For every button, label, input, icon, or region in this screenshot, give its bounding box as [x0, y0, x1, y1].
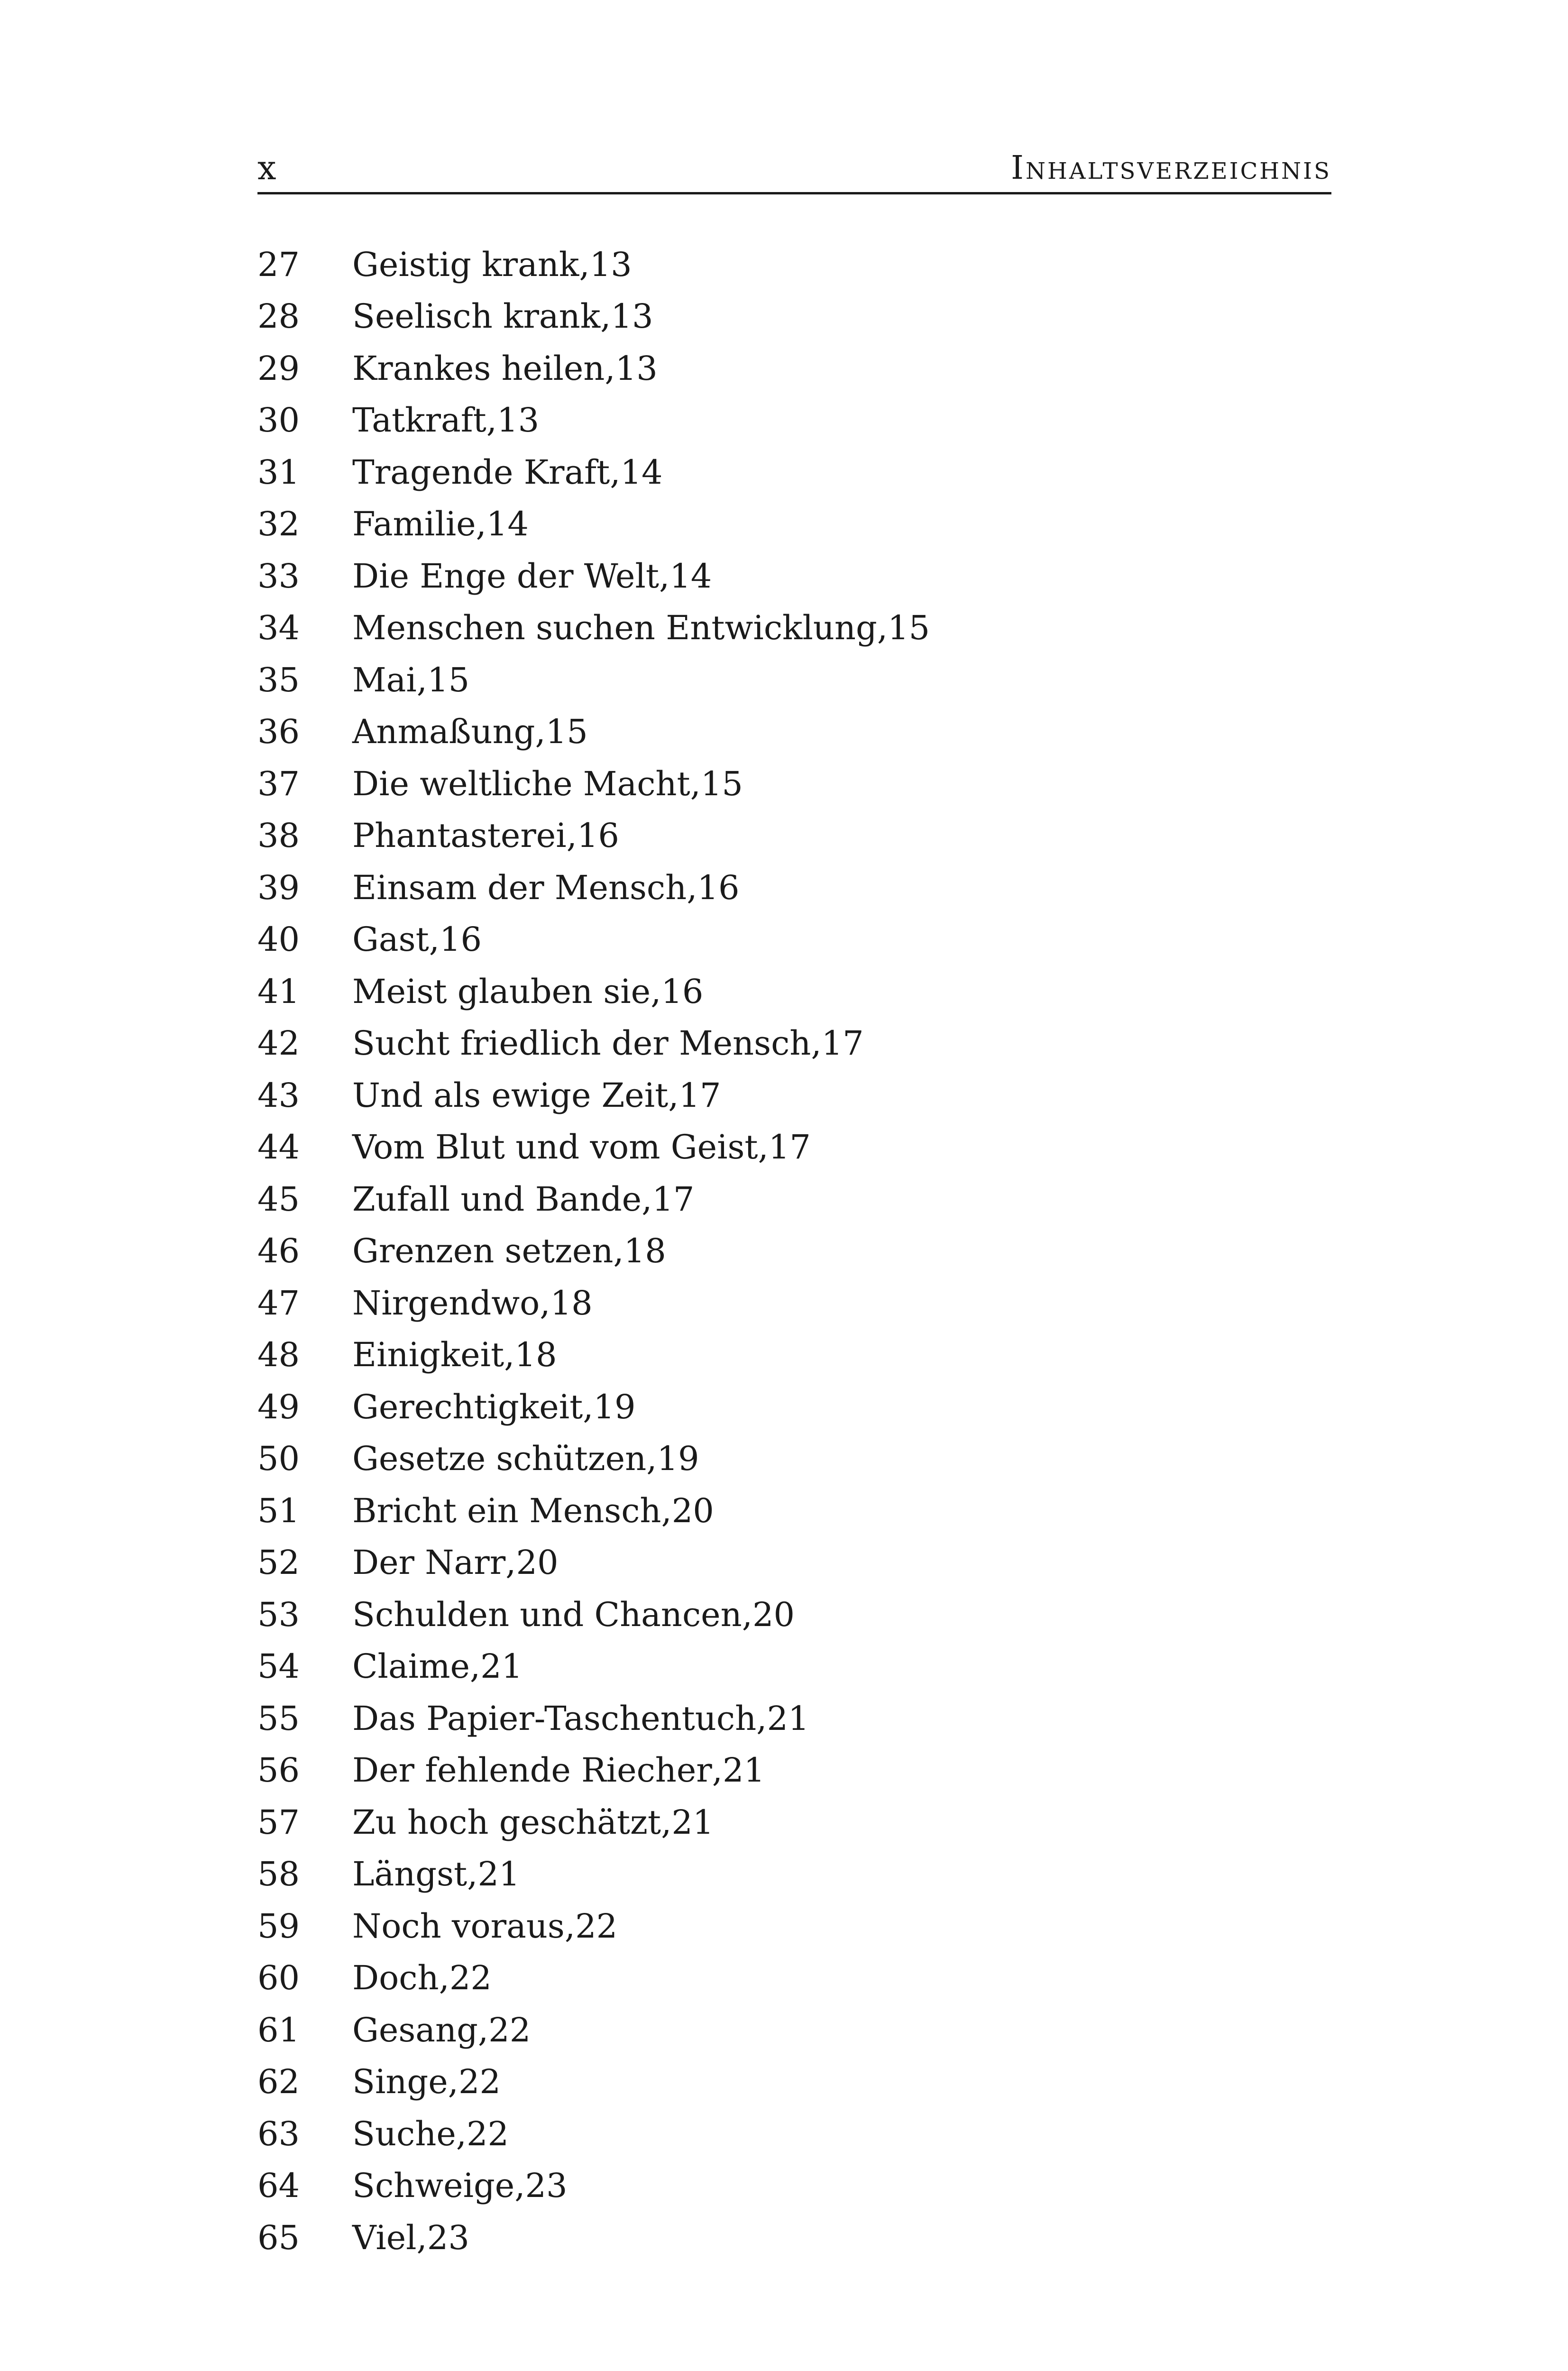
toc-entry — [257, 239, 1331, 291]
toc-entry-title: Gerechtigkeit — [352, 1387, 583, 1426]
toc-entry-title: Vom Blut und vom Geist — [352, 1128, 758, 1167]
toc-entry-title: Geistig krank — [352, 245, 579, 284]
toc-entry-separator: , — [477, 2010, 489, 2049]
toc-entry — [257, 1952, 1331, 2004]
toc-entry-separator: , — [651, 972, 661, 1011]
toc-entry — [257, 706, 1331, 758]
toc-entry-separator: , — [756, 1699, 767, 1738]
toc-entry-number: 28 — [257, 297, 300, 336]
toc-entry-separator: , — [659, 556, 670, 596]
toc-entry-number: 46 — [257, 1231, 300, 1271]
toc-entry — [257, 1381, 1331, 1433]
toc-entry-page: 15 — [888, 608, 930, 648]
toc-entry — [257, 1173, 1331, 1225]
toc-entry-separator: , — [467, 1855, 478, 1894]
toc-entry-title: Die weltliche Macht — [352, 764, 690, 803]
toc-entry-title: Anmaßung — [352, 712, 535, 752]
toc-entry-separator: , — [579, 245, 590, 284]
toc-entry-page: 21 — [480, 1647, 523, 1686]
toc-entry-page: 14 — [486, 505, 529, 544]
toc-entry-page: 17 — [768, 1128, 811, 1167]
toc-entry-separator: , — [668, 1075, 679, 1115]
toc-entry-separator: , — [429, 920, 440, 959]
toc-entry-number: 42 — [257, 1024, 300, 1063]
toc-entry-separator: , — [661, 1802, 672, 1842]
toc-entry-number: 38 — [257, 816, 300, 855]
toc-entry-separator: , — [742, 1595, 752, 1634]
toc-entry — [257, 810, 1331, 862]
toc-entry-page: 20 — [752, 1595, 795, 1634]
toc-entry-title: Viel — [352, 2218, 417, 2257]
toc-entry-separator: , — [583, 1387, 594, 1426]
running-title: Inhaltsverzeichnis — [1011, 149, 1331, 187]
toc-entry-page: 23 — [427, 2218, 469, 2257]
toc-entry-number: 40 — [257, 920, 300, 959]
toc-entry — [257, 395, 1331, 447]
toc-entry-separator: , — [469, 1647, 481, 1686]
toc-entry — [257, 1433, 1331, 1485]
toc-entry — [257, 498, 1331, 551]
toc-entry-title: Seelisch krank — [352, 297, 601, 336]
toc-entry-title: Gesang — [352, 2010, 478, 2049]
toc-entry — [257, 1589, 1331, 1641]
toc-entry-title: Noch voraus — [352, 1906, 565, 1946]
toc-entry-number: 32 — [257, 505, 300, 544]
toc-entry-separator: , — [613, 1231, 624, 1271]
toc-entry-separator: , — [661, 1491, 672, 1530]
toc-entry — [257, 758, 1331, 810]
toc-entry-page: 13 — [497, 401, 540, 440]
toc-entry-page: 19 — [593, 1387, 636, 1426]
toc-entry-title: Schweige — [352, 2166, 515, 2206]
toc-entry-number: 43 — [257, 1075, 300, 1115]
toc-entry-title: Phantasterei — [352, 816, 567, 855]
toc-entry-number: 34 — [257, 608, 300, 648]
toc-entry-number: 56 — [257, 1751, 300, 1790]
toc-entry-number: 63 — [257, 2114, 300, 2153]
toc-entry-separator: , — [877, 608, 888, 648]
toc-entry-page: 21 — [723, 1751, 765, 1790]
toc-entry-page: 22 — [575, 1906, 618, 1946]
toc-entry-separator: , — [535, 712, 546, 752]
toc-entry-title: Grenzen setzen — [352, 1231, 614, 1271]
toc-entry-separator: , — [600, 297, 611, 336]
toc-entry — [257, 1018, 1331, 1070]
toc-entry — [257, 2004, 1331, 2056]
toc-entry-title: Zufall und Bande — [352, 1179, 642, 1219]
toc-entry-page: 16 — [661, 972, 704, 1011]
toc-entry-separator: , — [690, 764, 701, 803]
toc-entry-page: 14 — [620, 452, 663, 492]
toc-entry-number: 41 — [257, 972, 300, 1011]
toc-entry-title: Der fehlende Riecher — [352, 1751, 712, 1790]
toc-entry-number: 55 — [257, 1699, 300, 1738]
toc-entry-title: Und als ewige Zeit — [352, 1075, 669, 1115]
toc-entry-number: 48 — [257, 1335, 300, 1375]
toc-entry-title: Sucht friedlich der Mensch — [352, 1024, 811, 1063]
toc-entry — [257, 1900, 1331, 1952]
toc-entry-page: 16 — [697, 868, 740, 907]
toc-entry-number: 45 — [257, 1179, 300, 1219]
toc-entry-separator: , — [642, 1179, 652, 1219]
toc-entry — [257, 1537, 1331, 1589]
toc-entry-number: 62 — [257, 2062, 300, 2102]
toc-entry-separator: , — [505, 1543, 516, 1582]
table-of-contents — [257, 239, 1331, 2264]
toc-entry-page: 13 — [611, 297, 653, 336]
toc-entry-page: 15 — [700, 764, 743, 803]
toc-entry — [257, 342, 1331, 395]
toc-entry-title: Einigkeit — [352, 1335, 504, 1375]
toc-entry-title: Familie — [352, 505, 476, 544]
toc-entry — [257, 1069, 1331, 1121]
toc-entry-title: Meist glauben sie — [352, 972, 651, 1011]
toc-entry — [257, 446, 1331, 498]
toc-entry-number: 64 — [257, 2166, 300, 2206]
toc-entry-separator: , — [456, 2114, 467, 2153]
toc-entry — [257, 654, 1331, 706]
toc-entry-number: 29 — [257, 349, 300, 388]
toc-entry — [257, 2212, 1331, 2264]
toc-entry-page: 17 — [821, 1024, 864, 1063]
toc-entry-title: Der Narr — [352, 1543, 506, 1582]
toc-entry-title: Längst — [352, 1855, 468, 1894]
toc-entry-separator: , — [646, 1439, 657, 1479]
toc-entry-title: Suche — [352, 2114, 456, 2153]
toc-entry-number: 50 — [257, 1439, 300, 1479]
toc-entry-page: 19 — [657, 1439, 699, 1479]
toc-entry-number: 53 — [257, 1595, 300, 1634]
toc-entry-number: 33 — [257, 556, 300, 596]
toc-entry-number: 31 — [257, 452, 300, 492]
toc-entry-number: 61 — [257, 2010, 300, 2049]
toc-entry-page: 18 — [624, 1231, 666, 1271]
toc-entry-title: Schulden und Chancen — [352, 1595, 742, 1634]
toc-entry-separator: , — [758, 1128, 769, 1167]
toc-entry-number: 59 — [257, 1906, 300, 1946]
toc-entry-page: 18 — [550, 1283, 593, 1323]
toc-entry-title: Singe — [352, 2062, 448, 2102]
toc-entry — [257, 602, 1331, 654]
toc-entry-separator: , — [416, 660, 428, 699]
toc-entry-title: Bricht ein Mensch — [352, 1491, 661, 1530]
toc-entry-page: 17 — [679, 1075, 721, 1115]
toc-entry-separator: , — [811, 1024, 822, 1063]
running-header — [257, 142, 1331, 194]
toc-entry-title: Doch — [352, 1958, 439, 1998]
toc-entry-title: Claime — [352, 1647, 470, 1686]
toc-entry — [257, 1641, 1331, 1693]
toc-entry-page: 18 — [514, 1335, 557, 1375]
toc-entry — [257, 2056, 1331, 2108]
toc-entry — [257, 1796, 1331, 1848]
toc-entry-page: 22 — [467, 2114, 509, 2153]
toc-entry-number: 47 — [257, 1283, 300, 1323]
toc-entry-separator: , — [712, 1751, 723, 1790]
toc-entry — [257, 1745, 1331, 1797]
toc-entry-number: 35 — [257, 660, 300, 699]
toc-entry-title: Das Papier-Taschentuch — [352, 1699, 757, 1738]
toc-entry-separator: , — [416, 2218, 427, 2257]
toc-entry — [257, 1277, 1331, 1329]
toc-entry-title: Tatkraft — [352, 401, 486, 440]
toc-entry-separator: , — [514, 2166, 525, 2206]
toc-entry — [257, 862, 1331, 914]
toc-entry-title: Menschen suchen Entwicklung — [352, 608, 877, 648]
toc-entry-separator: , — [687, 868, 697, 907]
toc-entry — [257, 2160, 1331, 2212]
toc-entry-number: 30 — [257, 401, 300, 440]
toc-entry-page: 22 — [488, 2010, 531, 2049]
toc-entry-number: 58 — [257, 1855, 300, 1894]
toc-entry-title: Einsam der Mensch — [352, 868, 687, 907]
toc-entry-title: Gesetze schützen — [352, 1439, 647, 1479]
toc-entry — [257, 1225, 1331, 1277]
toc-entry-title: Die Enge der Welt — [352, 556, 659, 596]
toc-entry-separator: , — [564, 1906, 576, 1946]
toc-entry-page: 15 — [545, 712, 588, 752]
toc-entry — [257, 1692, 1331, 1745]
toc-entry-page: 13 — [589, 245, 632, 284]
toc-entry — [257, 914, 1331, 966]
toc-entry-page: 16 — [577, 816, 619, 855]
toc-entry-separator: , — [610, 452, 621, 492]
toc-entry — [257, 2108, 1331, 2160]
toc-entry-number: 54 — [257, 1647, 300, 1686]
toc-entry-page: 16 — [439, 920, 482, 959]
toc-entry-title: Nirgendwo — [352, 1283, 540, 1323]
toc-entry — [257, 550, 1331, 602]
toc-entry-page: 14 — [669, 556, 712, 596]
toc-entry-separator: , — [605, 349, 615, 388]
toc-entry — [257, 1329, 1331, 1381]
toc-entry-number: 44 — [257, 1128, 300, 1167]
toc-entry-page: 21 — [767, 1699, 809, 1738]
toc-entry-page: 22 — [458, 2062, 501, 2102]
toc-entry-number: 51 — [257, 1491, 300, 1530]
toc-entry-number: 37 — [257, 764, 300, 803]
toc-entry-title: Mai — [352, 660, 417, 699]
toc-entry-separator: , — [504, 1335, 515, 1375]
toc-entry — [257, 965, 1331, 1018]
toc-entry-number: 49 — [257, 1387, 300, 1426]
toc-entry — [257, 1121, 1331, 1174]
toc-entry-page: 21 — [671, 1802, 714, 1842]
toc-entry-title: Tragende Kraft — [352, 452, 610, 492]
toc-entry — [257, 291, 1331, 343]
toc-entry-number: 52 — [257, 1543, 300, 1582]
toc-entry-page: 21 — [477, 1855, 520, 1894]
toc-entry-page: 13 — [615, 349, 658, 388]
toc-entry-number: 36 — [257, 712, 300, 752]
toc-entry-page: 20 — [671, 1491, 714, 1530]
page-number: x — [257, 148, 276, 187]
toc-entry-separator: , — [448, 2062, 458, 2102]
toc-entry-number: 60 — [257, 1958, 300, 1998]
toc-entry-separator: , — [439, 1958, 449, 1998]
toc-entry-number: 57 — [257, 1802, 300, 1842]
toc-entry-page: 22 — [449, 1958, 492, 1998]
toc-entry — [257, 1848, 1331, 1901]
toc-entry — [257, 1485, 1331, 1537]
toc-entry-number: 65 — [257, 2218, 300, 2257]
toc-entry-page: 23 — [525, 2166, 568, 2206]
toc-entry-number: 39 — [257, 868, 300, 907]
toc-entry-title: Gast — [352, 920, 429, 959]
toc-entry-title: Zu hoch geschätzt — [352, 1802, 661, 1842]
toc-entry-separator: , — [566, 816, 577, 855]
toc-entry-page: 15 — [427, 660, 470, 699]
toc-entry-separator: , — [486, 401, 497, 440]
toc-entry-separator: , — [476, 505, 486, 544]
toc-entry-separator: , — [540, 1283, 550, 1323]
toc-entry-title: Krankes heilen — [352, 349, 605, 388]
toc-entry-number: 27 — [257, 245, 300, 284]
toc-entry-page: 17 — [652, 1179, 695, 1219]
toc-entry-page: 20 — [516, 1543, 559, 1582]
